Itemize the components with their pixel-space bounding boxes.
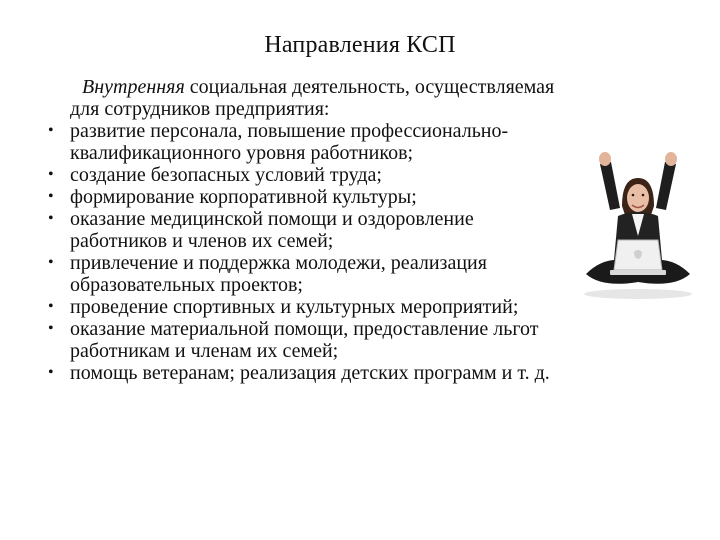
bullet-text-line: проведение спортивных и культурных мероприятий; <box>70 296 519 318</box>
bullet-marker: • <box>48 254 54 271</box>
bullet-text-line: помощь ветеранам; реализация детских программ и т. д. <box>70 362 550 384</box>
bullet-marker: • <box>48 298 54 315</box>
intro-line-2: для сотрудников предприятия: <box>70 98 330 120</box>
slide-title: Направления КСП <box>264 32 456 58</box>
bullet-text-line: привлечение и поддержка молодежи, реализация <box>70 252 487 274</box>
bullet-text-line: формирование корпоративной культуры; <box>70 186 417 208</box>
bullet-text-line: работникам и членам их семей; <box>70 340 339 362</box>
joyful-person-with-laptop-icon <box>578 148 698 300</box>
intro-line-1 <box>70 76 680 98</box>
intro-line-1-rest: социальная деятельность, осуществляемая <box>184 76 555 98</box>
bullet-marker: • <box>48 320 54 337</box>
intro-text <box>70 76 680 120</box>
bullet-text-line: создание безопасных условий труда; <box>70 164 382 186</box>
bullet-text-line: работников и членов их семей; <box>70 230 334 252</box>
bullet-item <box>40 318 690 362</box>
bullet-item <box>40 362 690 384</box>
bullet-marker: • <box>48 210 54 227</box>
intro-emphasis: Внутренняя <box>82 76 185 98</box>
bullet-marker: • <box>48 364 54 381</box>
bullet-marker: • <box>48 166 54 183</box>
bullet-marker: • <box>48 188 54 205</box>
bullet-text-line: оказание материальной помощи, предоставление льгот <box>70 318 539 340</box>
bullet-marker: • <box>48 122 54 139</box>
bullet-text-line: развитие персонала, повышение профессионально- <box>70 120 509 142</box>
bullet-text-line: квалификационного уровня работников; <box>70 142 414 164</box>
bullet-text-line: оказание медицинской помощи и оздоровление <box>70 208 474 230</box>
bullet-text-line: образовательных проектов; <box>70 274 303 296</box>
